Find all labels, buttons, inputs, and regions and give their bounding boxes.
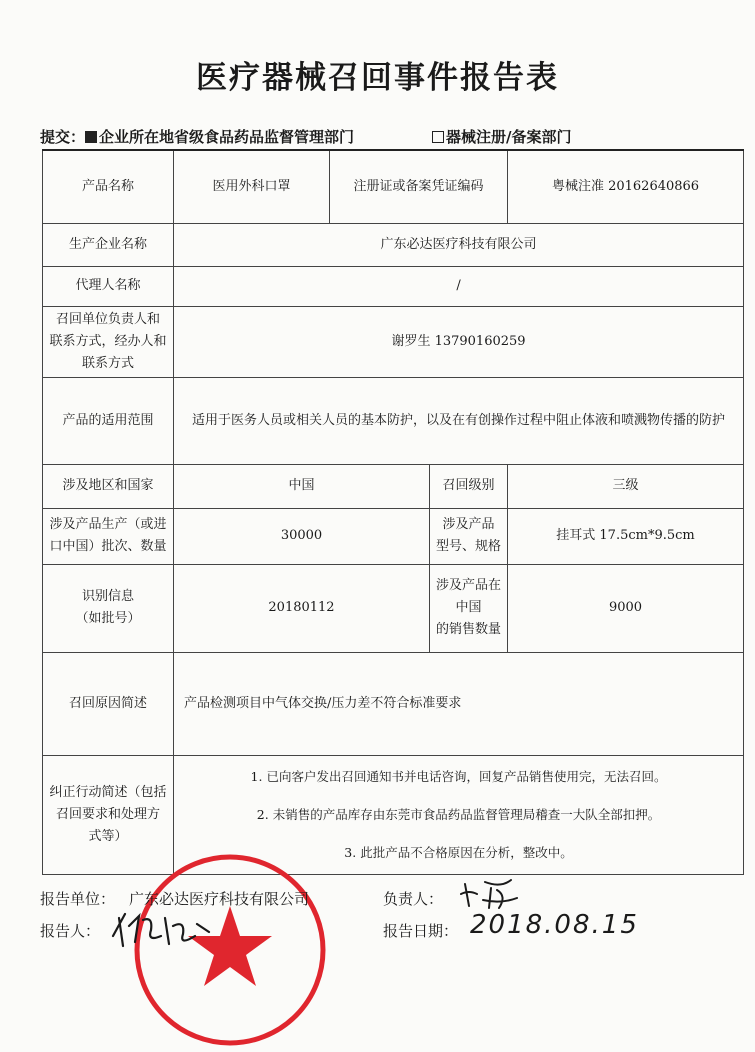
manufacturer-label: 生产企业名称 <box>43 223 174 266</box>
page-title: 医疗器械召回事件报告表 <box>196 60 559 96</box>
level: 三级 <box>508 464 744 508</box>
action-item: 2. 未销售的产品库存由东莞市食品药品监督管理局稽查一大队全部扣押。 <box>256 806 661 822</box>
sales-label: 涉及产品在中国 的销售数量 <box>430 564 508 652</box>
row-manufacturer <box>43 223 744 266</box>
contact-label: 召回单位负责人和 联系方式，经办人和 联系方式 <box>43 306 174 377</box>
submit-to <box>40 126 740 147</box>
reason: 产品检测项目中气体交换/压力差不符合标准要求 <box>174 652 744 755</box>
model-label: 涉及产品 型号、规格 <box>430 508 508 564</box>
reason-label: 召回原因简述 <box>43 652 174 755</box>
scope: 适用于医务人员或相关人员的基本防护，以及在有创操作过程中阻止体液和喷溅物传播的防护 <box>174 377 744 464</box>
submit-option2: 器械注册/备案部门 <box>446 128 572 146</box>
manager-label: 负责人： <box>383 890 444 908</box>
report-unit-name: 广东必达医疗科技有限公司 <box>129 890 310 908</box>
row-contact <box>43 306 744 377</box>
reporter-signature <box>105 906 215 950</box>
manufacturer: 广东必达医疗科技有限公司 <box>174 223 744 266</box>
row-batch <box>43 508 744 564</box>
reg-no-label: 注册证或备案凭证编码 <box>330 150 508 223</box>
id-value: 20180112 <box>174 564 430 652</box>
product-name-label: 产品名称 <box>43 150 174 223</box>
row-reason <box>43 652 744 755</box>
row-region <box>43 464 744 508</box>
reg-no: 粤械注准 20162640866 <box>508 150 744 223</box>
action-item: 3. 此批产品不合格原因在分析，整改中。 <box>344 844 573 860</box>
actions-label: 纠正行动简述（包括 召回要求和处理方 式等） <box>43 755 174 874</box>
sales: 9000 <box>508 564 744 652</box>
recall-report-table <box>42 149 744 875</box>
agent-label: 代理人名称 <box>43 266 174 306</box>
region-label: 涉及地区和国家 <box>43 464 174 508</box>
batch: 30000 <box>174 508 430 564</box>
agent: / <box>174 266 744 306</box>
action-item: 1. 已向客户发出召回通知书并电话咨询，回复产品销售使用完，无法召回。 <box>250 768 667 784</box>
submit-label: 提交： <box>40 128 86 146</box>
row-product <box>43 150 744 223</box>
checkbox-option2[interactable] <box>432 131 444 143</box>
row-agent <box>43 266 744 306</box>
contact: 谢罗生 13790160259 <box>174 306 744 377</box>
scope-label: 产品的适用范围 <box>43 377 174 464</box>
report-date: 2018.08.15 <box>470 910 639 940</box>
batch-label: 涉及产品生产（或进 口中国）批次、数量 <box>43 508 174 564</box>
company-seal <box>130 850 330 1050</box>
checkbox-option1[interactable] <box>85 131 97 143</box>
report-date-label: 报告日期： <box>383 922 459 940</box>
level-label: 召回级别 <box>430 464 508 508</box>
manager-signature <box>455 874 535 914</box>
id-label: 识别信息 （如批号） <box>43 564 174 652</box>
row-identification <box>43 564 744 652</box>
region: 中国 <box>174 464 430 508</box>
product-name: 医用外科口罩 <box>174 150 330 223</box>
model: 挂耳式 17.5cm*9.5cm <box>508 508 744 564</box>
reporter-label: 报告人： <box>40 922 101 940</box>
submit-option1: 企业所在地省级食品药品监督管理部门 <box>99 128 355 146</box>
report-unit-label: 报告单位： <box>40 890 116 908</box>
row-scope <box>43 377 744 464</box>
